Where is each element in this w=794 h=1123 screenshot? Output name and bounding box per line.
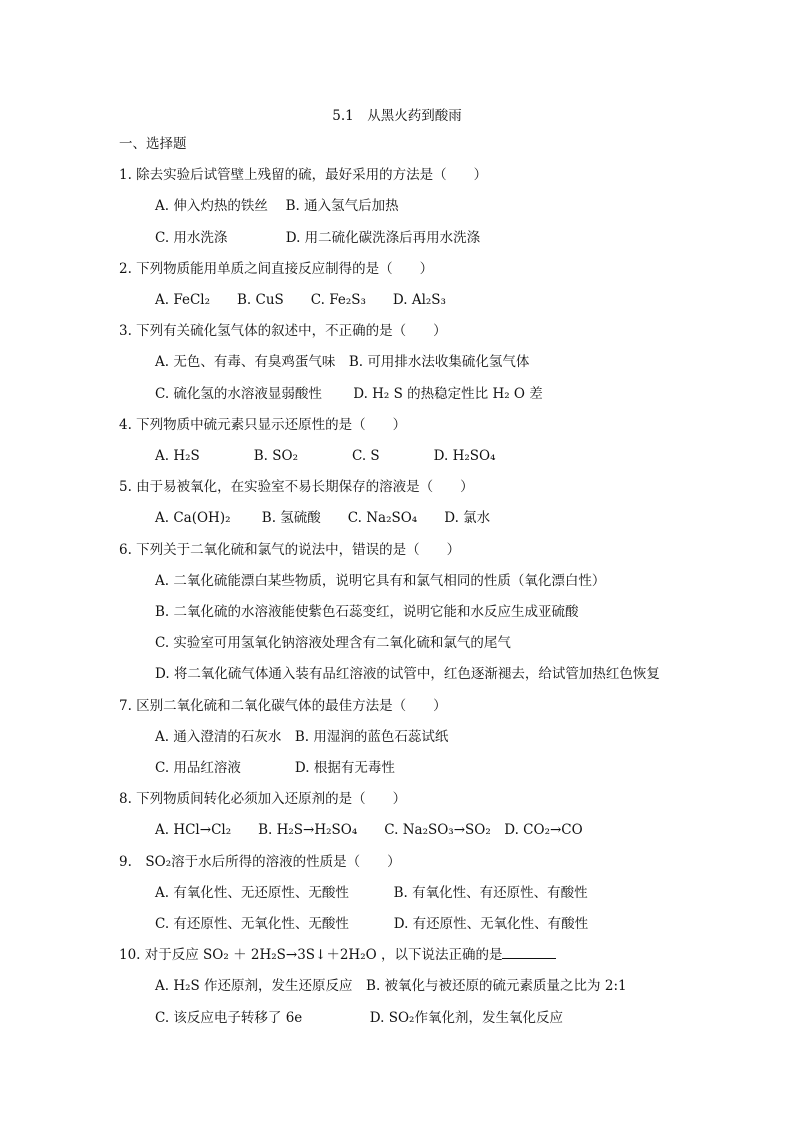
- question-3-options-row-2: C. 硫化氢的水溶液显弱酸性 D. H₂ S 的热稳定性比 H₂ O 差: [155, 386, 543, 402]
- question-8-options-row-1: A. HCl→Cl₂ B. H₂S→H₂SO₄ C. Na₂SO₃→SO₂ D. CO₂→CO: [155, 822, 583, 838]
- question-10-options-row-2: C. 该反应电子转移了 6e D. SO₂作氧化剂，发生氧化反应: [155, 1010, 563, 1026]
- question-2-options-row-1: A. FeCl₂ B. CuS C. Fe₂S₃ D. Al₂S₃: [155, 292, 446, 308]
- question-4-stem: 4. 下列物质中硫元素只显示还原性的是（ ）: [119, 417, 407, 433]
- question-5-options-row-1: A. Ca(OH)₂ B. 氢硫酸 C. Na₂SO₄ D. 氯水: [155, 510, 491, 526]
- question-7-stem: 7. 区别二氧化硫和二氧化碳气体的最佳方法是（ ）: [119, 698, 447, 714]
- question-9-stem: 9. SO₂溶于水后所得的溶液的性质是（ ）: [119, 854, 401, 870]
- question-7-options-row-1: A. 通入澄清的石灰水 B. 用湿润的蓝色石蕊试纸: [155, 729, 449, 745]
- page-title: 5.1 从黑火药到酸雨: [332, 108, 462, 124]
- question-9-options-row-1: A. 有氧化性、无还原性、无酸性 B. 有氧化性、有还原性、有酸性: [155, 885, 588, 901]
- question-6-options-row-2: B. 二氧化硫的水溶液能使紫色石蕊变红，说明它能和水反应生成亚硫酸: [155, 604, 579, 620]
- question-3-stem: 3. 下列有关硫化氢气体的叙述中，不正确的是（ ）: [119, 323, 447, 339]
- question-1-stem: 1. 除去实验后试管壁上残留的硫，最好采用的方法是（ ）: [119, 167, 488, 183]
- question-6-options-row-1: A. 二氧化硫能漂白某些物质，说明它具有和氯气相同的性质（氧化漂白性）: [155, 573, 606, 589]
- question-10-options-row-1: A. H₂S 作还原剂，发生还原反应 B. 被氧化与被还原的硫元素质量之比为 2:1: [155, 978, 627, 994]
- question-3-options-row-1: A. 无色、有毒、有臭鸡蛋气味 B. 可用排水法收集硫化氢气体: [155, 354, 530, 370]
- question-6-options-row-4: D. 将二氧化硫气体通入装有品红溶液的试管中，红色逐渐褪去，给试管加热红色恢复: [155, 666, 660, 682]
- question-7-options-row-2: C. 用品红溶液 D. 根据有无毒性: [155, 760, 395, 776]
- question-6-options-row-3: C. 实验室可用氢氧化钠溶液处理含有二氧化硫和氯气的尾气: [155, 635, 511, 651]
- question-9-options-row-2: C. 有还原性、无氧化性、无酸性 D. 有还原性、无氧化性、有酸性: [155, 916, 589, 932]
- question-1-options-row-2: C. 用水洗涤 D. 用二硫化碳洗涤后再用水洗涤: [155, 230, 481, 246]
- question-10-stem: 10. 对于反应 SO₂ ＋ 2H₂S→3S↓＋2H₂O ，以下说法正确的是: [119, 947, 503, 963]
- question-1-options-row-1: A. 伸入灼热的铁丝 B. 通入氢气后加热: [155, 198, 399, 214]
- question-2-stem: 2. 下列物质能用单质之间直接反应制得的是（ ）: [119, 261, 434, 277]
- question-8-stem: 8. 下列物质间转化必须加入还原剂的是（ ）: [119, 791, 407, 807]
- question-6-stem: 6. 下列关于二氧化硫和氯气的说法中，错误的是（ ）: [119, 542, 461, 558]
- question-4-options-row-1: A. H₂S B. SO₂ C. S D. H₂SO₄: [155, 448, 496, 464]
- question-10-stem-wrap: [119, 946, 556, 964]
- question-5-stem: 5. 由于易被氧化，在实验室不易长期保存的溶液是（ ）: [119, 479, 474, 495]
- answer-blank: [502, 946, 556, 959]
- section-heading: 一、选择题: [119, 136, 187, 152]
